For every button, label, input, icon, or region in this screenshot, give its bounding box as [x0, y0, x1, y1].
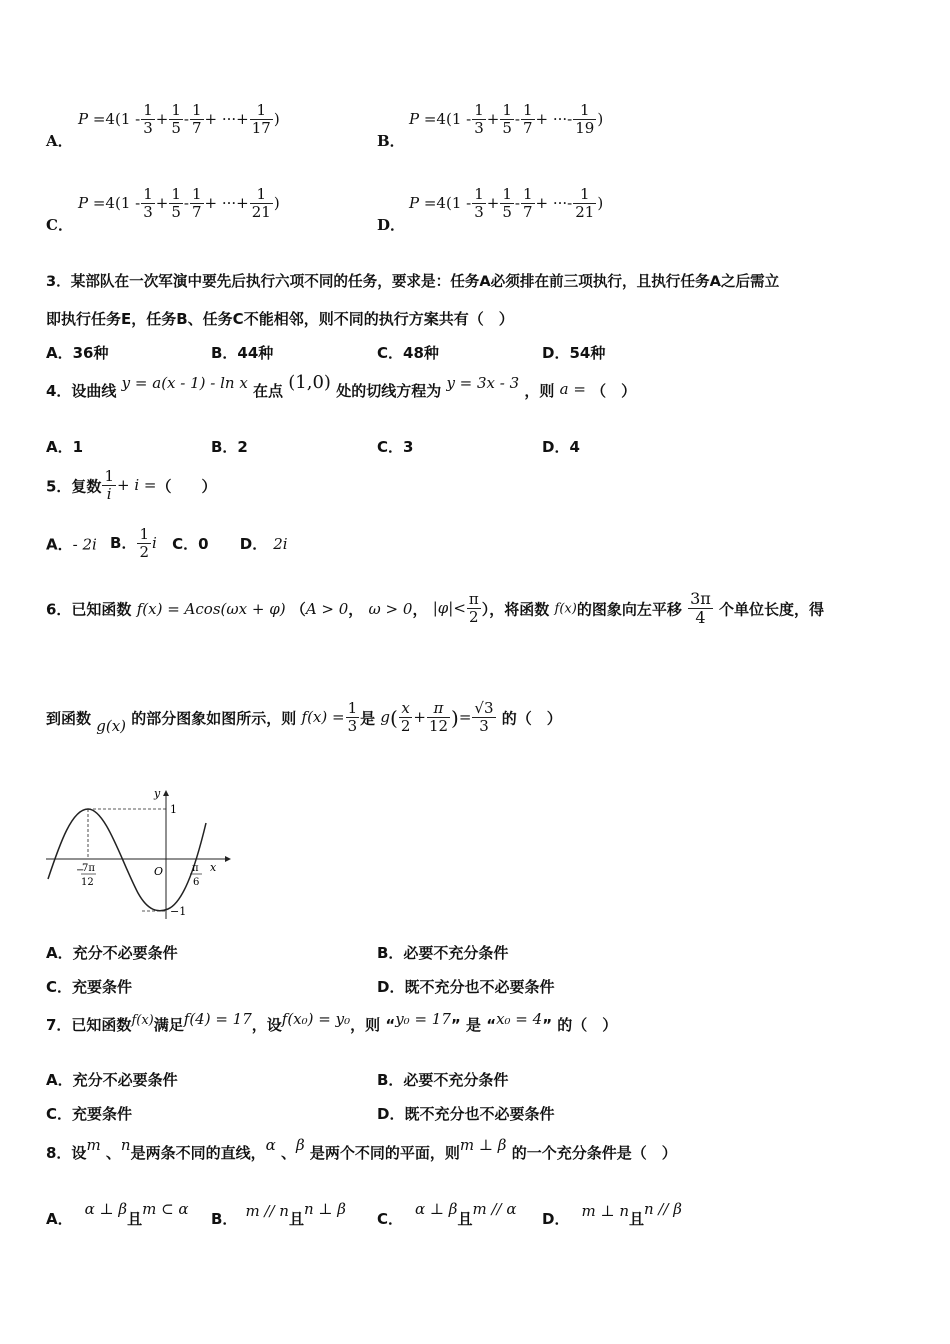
origin-label: O	[154, 865, 164, 878]
q7-option-a[interactable]: A．充分不必要条件	[46, 1071, 178, 1089]
q8-stem: 8．设m 、n是两条不同的直线，α 、β 是两个不同的平面，则m ⊥ β 的一个充分条件是（ ）	[46, 1136, 677, 1162]
q4-option-a[interactable]: A．1	[46, 438, 84, 456]
q5-option-b[interactable]: B． $\frac{1}{2}$ i	[110, 525, 157, 562]
q5-option-c[interactable]: C．0	[172, 535, 209, 554]
q6-shift: $\frac{3\pi}{4}$	[690, 589, 711, 628]
x-right-num: π	[192, 863, 199, 874]
q4-point: (1,0)	[288, 372, 331, 393]
q2-option-a-label: A．	[46, 132, 73, 150]
q2-option-b-expr: P =4(1 - $\frac{1}{3}$ + $\frac{1}{5}$ - $\frac{1}{7}$ + ···- $\frac{1}{19}$ )	[409, 101, 604, 138]
q8-option-d[interactable]: D． m ⊥ n且n // β	[542, 1200, 682, 1228]
q8-option-c[interactable]: C．α ⊥ β且m // α	[377, 1200, 517, 1228]
q2-option-d-label: D．	[377, 216, 406, 234]
q4-curve: y = a(x - 1) - ln x	[121, 374, 248, 392]
q4-option-b[interactable]: B．2	[211, 438, 248, 456]
q3-option-b[interactable]: B．44种	[211, 344, 274, 362]
q6-stem-line2: 到函数 g(x) 的部分图象如图所示，则 f(x) = $\frac{1}{3}$ 是 g( $\frac{x}{2}$ + $\frac{\pi}{12}$ )= $\frac{√3}{3}$ 的（ ）	[46, 699, 562, 736]
q4-var: a =	[559, 380, 586, 398]
q5-option-d[interactable]: D． 2i	[239, 535, 288, 554]
q3-option-a[interactable]: A．36种	[46, 344, 109, 362]
q3-option-d[interactable]: D．54种	[542, 344, 606, 362]
q5-stem: 5．复数 $\frac{1}{i}$ + i =（ ）	[46, 467, 217, 504]
q2-option-a-expr: P =4(1 - $\frac{1}{3}$ + $\frac{1}{5}$ - $\frac{1}{7}$ + ···+ $\frac{1}{17}$ )	[78, 101, 280, 138]
q6-cond3: |φ|< $\frac{\pi}{2}$	[432, 590, 479, 627]
q6-stem-line1: 6．已知函数 f(x) = Acos(ωx + φ) （A > 0， ω > 0， |φ|< $\frac{\pi}{2}$ ），将函数 f(x)的图象向左平移 $\frac{3\pi}{4}$ 个单位长度，得	[46, 589, 825, 628]
q7-stem: 7．已知函数f(x)满足f(4) = 17，设f(x₀) = y₀，则 “y₀ = 17” 是 “x₀ = 4” 的（ ）	[46, 1010, 618, 1034]
q6-stmt1: f(x) = $\frac{1}{3}$	[301, 699, 358, 736]
q6-graph	[42, 783, 242, 923]
q7-option-c[interactable]: C．充要条件	[46, 1105, 133, 1123]
cosine-curve	[48, 809, 206, 911]
x-label: x	[210, 861, 217, 874]
q2-option-b-label: B．	[377, 132, 405, 150]
q6-func: f(x) = Acos(ωx + φ)	[136, 599, 286, 618]
q5-expr: $\frac{1}{i}$ + i =	[104, 467, 157, 504]
q7-option-b[interactable]: B．必要不充分条件	[377, 1071, 509, 1089]
q4-tangent: y = 3x - 3	[446, 374, 520, 392]
y-min-label: −1	[170, 905, 187, 918]
x-left-den: 12	[81, 877, 94, 888]
q7-option-d[interactable]: D．既不充分也不必要条件	[377, 1105, 555, 1123]
q4-stem: 4．设曲线 y = a(x - 1) - ln x 在点 (1,0) 处的切线方程为 y = 3x - 3 ，则 a = （ ）	[46, 372, 637, 400]
q4-option-c[interactable]: C．3	[377, 438, 414, 456]
y-label: y	[154, 787, 161, 800]
q5-option-a[interactable]: A．- 2i	[46, 535, 97, 554]
q6-option-b[interactable]: B．必要不充分条件	[377, 944, 509, 962]
x-right-den: 6	[193, 877, 200, 888]
x-left-label: −	[76, 865, 85, 876]
q6-stmt2: g( $\frac{x}{2}$ + $\frac{\pi}{12}$ )= $\frac{√3}{3}$	[380, 699, 494, 736]
q6-option-c[interactable]: C．充要条件	[46, 978, 133, 996]
y-max-label: 1	[170, 803, 177, 816]
q6-option-d[interactable]: D．既不充分也不必要条件	[377, 978, 555, 996]
q2-option-d-expr: P =4(1 - $\frac{1}{3}$ + $\frac{1}{5}$ - $\frac{1}{7}$ + ···- $\frac{1}{21}$ )	[409, 185, 604, 222]
q8-option-a[interactable]: A．α ⊥ β且m ⊂ α	[46, 1200, 189, 1228]
q6-option-a[interactable]: A．充分不必要条件	[46, 944, 178, 962]
q2-option-c-expr: P =4(1 - $\frac{1}{3}$ + $\frac{1}{5}$ - $\frac{1}{7}$ + ···+ $\frac{1}{21}$ )	[78, 185, 280, 222]
q2-option-c-label: C．	[46, 216, 73, 234]
q3-stem-line2: 即执行任务E，任务B、任务C不能相邻，则不同的执行方案共有（ ）	[46, 310, 514, 328]
x-left-num: 7π	[82, 863, 95, 874]
q3-stem-line1: 3．某部队在一次军演中要先后执行六项不同的任务，要求是：任务A必须排在前三项执行，且执行任务A之后需立	[46, 273, 780, 290]
q8-option-b[interactable]: B． m // n且n ⊥ β	[211, 1200, 346, 1228]
q3-option-c[interactable]: C．48种	[377, 344, 439, 362]
q4-option-d[interactable]: D．4	[542, 438, 580, 456]
q5-options-row	[46, 526, 288, 562]
